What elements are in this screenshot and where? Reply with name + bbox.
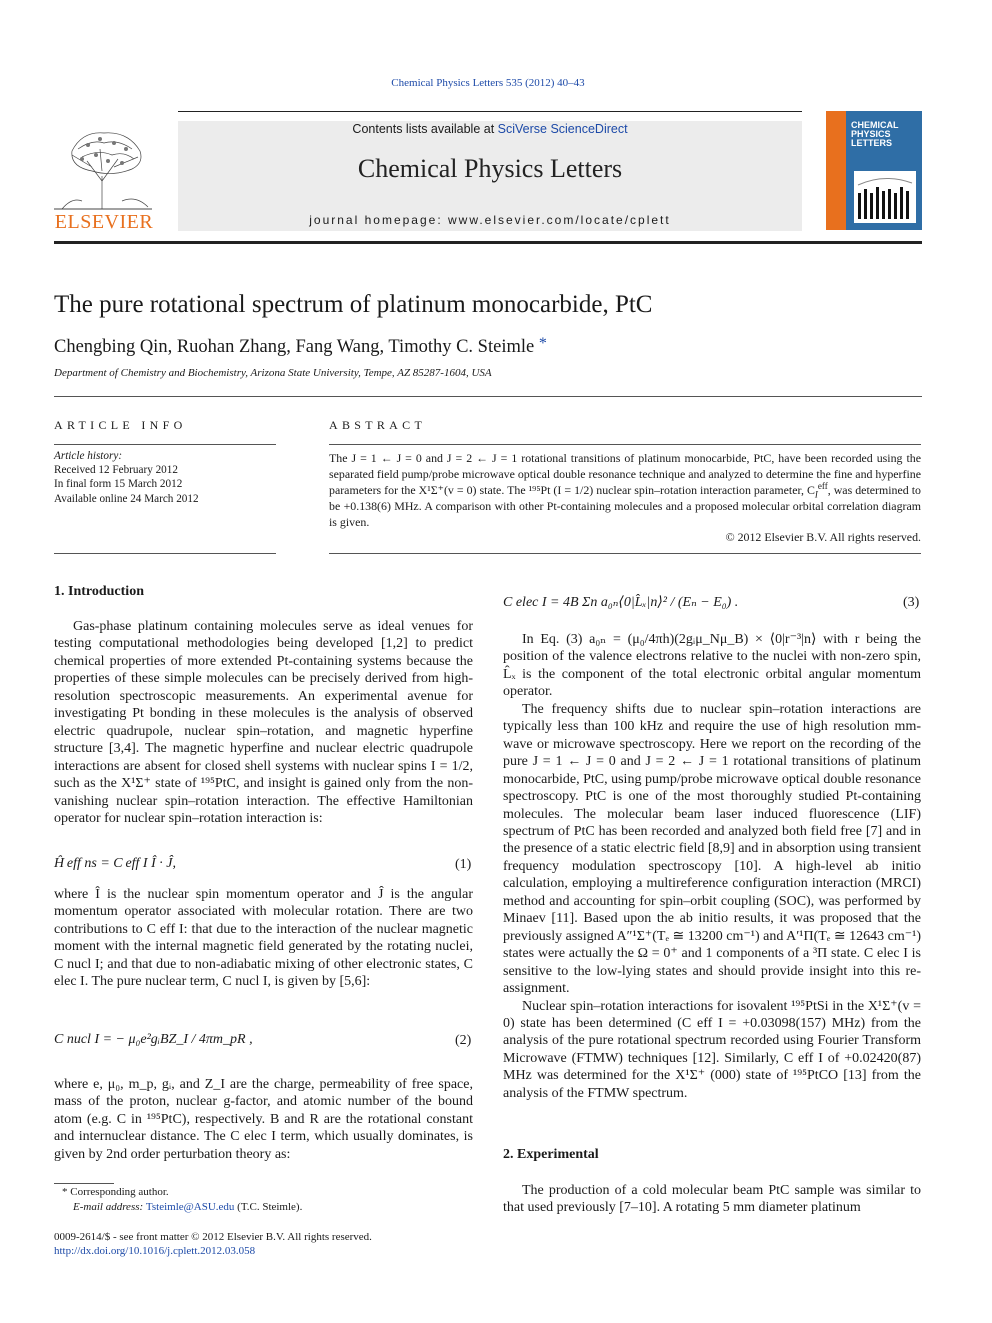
journal-header-box	[178, 121, 802, 231]
header-thick-rule	[54, 241, 922, 244]
intro-paragraph-1: Gas-phase platinum containing molecules serve as ideal venues for testing computational methodologies being developed [1,2] to predict chemical properties of more extended Pt-containing systems because the properties of these simple molecules can be precisely derived from high-resolution spectroscopic measurements. An experimental avenue for investigating Pt bonding in these molecules is the analysis of observed electric quadrupole, nuclear spin–rotation, and magnetic hyperfine structure [3,4]. The magnetic hyperfine and nuclear electric quadrupole interactions are absent for closed shell systems with nuclear spins I = 1/2, such as the X¹Σ⁺ state of ¹⁹⁵PtC, and insight is gained only from the non-vanishing nuclear spin–rotation interaction. The effective Hamiltonian operator for nuclear spin–rotation interaction is:	[54, 619, 473, 826]
journal-homepage[interactable]: journal homepage: www.elsevier.com/locate/cplett	[309, 213, 671, 227]
abstract-copyright: © 2012 Elsevier B.V. All rights reserved.	[725, 530, 921, 544]
section-heading-experimental: 2. Experimental	[503, 1147, 599, 1162]
corresponding-author-mark[interactable]: *	[538, 335, 547, 352]
contents-line: Contents lists available at SciVerse ScienceDirect	[352, 122, 628, 136]
cover-artwork	[854, 171, 916, 223]
doi-link[interactable]: http://dx.doi.org/10.1016/j.cplett.2012.03.058	[54, 1245, 256, 1257]
issn-line: 0009-2614/$ - see front matter © 2012 Elsevier B.V. All rights reserved.	[54, 1231, 372, 1243]
paragraph-nuclear-spin-rotation: Nuclear spin–rotation interactions for isovalent ¹⁹⁵PtSi in the X¹Σ⁺(v = 0) state has been determined (C eff I = +0.03098(157) MHz) from the analysis of the pure rotational spectrum recorded using Fourier Transform Microwave (FTMW) techniques [12]. Similarly, C eff I of +0.02420(87) MHz was determined for the X¹Σ⁺ (000) state of ¹⁹⁵PtCO [13] from the analysis of the FTMW spectrum.	[503, 998, 921, 1101]
equation-3-number: (3)	[903, 595, 920, 610]
corresponding-author-note: * Corresponding author.	[62, 1186, 169, 1198]
paragraph-frequency-shifts: The frequency shifts due to nuclear spin–rotation interactions are typically less than 100 kHz and require the use of high resolution mm-wave or microwave spectroscopy. Here we report on the recording of the pure J = 1 ← J = 0 and J = 2 ← J = 1 rotational transitions of platinum monocarbide, PtC, using pump/probe microwave optical double resonance spectroscopy. PtC is one of the most thoroughly studied Pt-containing molecules. The molecular beam laser induced fluorescence (LIF) spectrum of PtC has been recorded and analyzed both field free [7] and in the presence of a static electric field [8,9] and in absorption using transient frequency modulation spectroscopy [10]. A high-level ab initio calculation, employing a multireference configuration interaction (MRCI) method and accounting for spin–orbit coupling (SOC), was performed by Minaev [11]. Based upon the ab initio results, it was proposed that the previously assigned A″¹Σ⁺(Tₑ ≅ 13200 cm⁻¹) and A′¹Π(Tₑ ≅ 12643 cm⁻¹) states were actually the Ω = 0⁺ and 1 components of a ³Π state. C elec I is sensitive to the low-lying states and should provide insight into this re-assignment.	[503, 701, 921, 997]
header-rule	[178, 111, 802, 112]
equation-2-number: (2)	[455, 1033, 472, 1048]
abstract-text: The J = 1 ← J = 0 and J = 2 ← J = 1 rotational transitions of platinum monocarbide, PtC, have been recorded using the separated field pump/probe microwave optical double resonance technique and analyzed to determine the fine and hyperfine parameters for the X¹Σ⁺(v = 0) state. The ¹⁹⁵Pt (I = 1/2) nuclear spin–rotation interaction parameter, $C_I^{eff}$, was determined to be +0.138(6) MHz. A comparison with other Pt-containing molecules and a proposed molecular orbital correlation diagram is given.	[329, 451, 921, 529]
article-title: The pure rotational spectrum of platinum monocarbide, PtC	[54, 291, 653, 318]
intro-paragraph-2: where Î is the nuclear spin momentum operator and Ĵ is the angular momentum operator associated with molecular rotation. There are two contributions to C eff I: that due to the interaction of the nuclear magnetic moment with the internal magnetic field generated by the rotating nuclei, C nucl I; and that due to non-adiabatic mixing of other electronic states, C elec I. The pure nuclear term, C nucl I, is given by [5,6]:	[54, 887, 473, 990]
sciencedirect-link[interactable]: SciVerse ScienceDirect	[497, 122, 628, 136]
experimental-paragraph: The production of a cold molecular beam PtC sample was similar to that used previously [7–10]. A rotating 5 mm diameter platinum	[503, 1183, 921, 1216]
title-rule	[54, 396, 922, 397]
cover-title: CHEMICAL PHYSICS LETTERS	[851, 120, 899, 148]
author-list: Chengbing Qin, Ruohan Zhang, Fang Wang, Timothy C. Steimle *	[54, 335, 547, 357]
abstract-bottom-rule	[329, 553, 921, 554]
paragraph-eq3-definition: In Eq. (3) a₀ₙ = (μ₀/4πh)(2gᵢμ_Nμ_B) × ⟨0|r⁻³|n⟩ with r being the position of the valence electrons relative to the nuclei with non-zero spin, L̂ₓ is the component of the total electronic orbital angular momentum operator.	[503, 632, 921, 700]
journal-name: Chemical Physics Letters	[357, 154, 623, 183]
email-note: E-mail address: Tsteimle@ASU.edu (T.C. Steimle).	[73, 1201, 303, 1213]
section-heading-introduction: 1. Introduction	[54, 584, 144, 599]
intro-paragraph-3: where e, μ₀, m_p, gᵢ, and Z_I are the charge, permeability of free space, mass of the proton, nuclear g-factor, and atomic number of the bound atom (e.g. C in ¹⁹⁵PtC), respectively. B and R are the rotational constant and internuclear distance. The C elec I term, which usually dominates, is given by 2nd order perturbation theory as:	[54, 1077, 473, 1162]
footnote-rule	[54, 1183, 114, 1184]
right-paragraphs	[503, 631, 921, 1102]
abstract-heading: ABSTRACT	[329, 418, 427, 432]
equation-1: Ĥ eff ns = C eff I Î · Ĵ,	[54, 856, 176, 871]
article-info-bottom-rule	[54, 553, 276, 554]
email-link[interactable]: Tsteimle@ASU.edu	[145, 1201, 235, 1213]
article-info-heading: ARTICLE INFO	[54, 418, 187, 432]
abstract-rule	[329, 444, 921, 445]
article-history: Article history: Received 12 February 2012 In final form 15 March 2012 Available online 24 March 2012	[54, 450, 199, 505]
journal-cover-thumbnail	[826, 111, 922, 230]
article-info-rule	[54, 444, 276, 445]
publisher-wordmark: ELSEVIER	[54, 211, 154, 233]
equation-1-number: (1)	[455, 857, 472, 872]
equation-2: C nucl I = − μ₀e²gᵢBZ_I / 4πm_pR ,	[54, 1032, 253, 1047]
affiliation: Department of Chemistry and Biochemistry, Arizona State University, Tempe, AZ 85287-1604, USA	[54, 367, 492, 379]
equation-3: C elec I = 4B Σn a₀ₙ⟨0|L̂ₓ|n⟩² / (Eₙ − E₀) .	[503, 595, 739, 610]
elsevier-logo	[52, 121, 156, 233]
journal-reference[interactable]: Chemical Physics Letters 535 (2012) 40–43	[391, 77, 585, 89]
